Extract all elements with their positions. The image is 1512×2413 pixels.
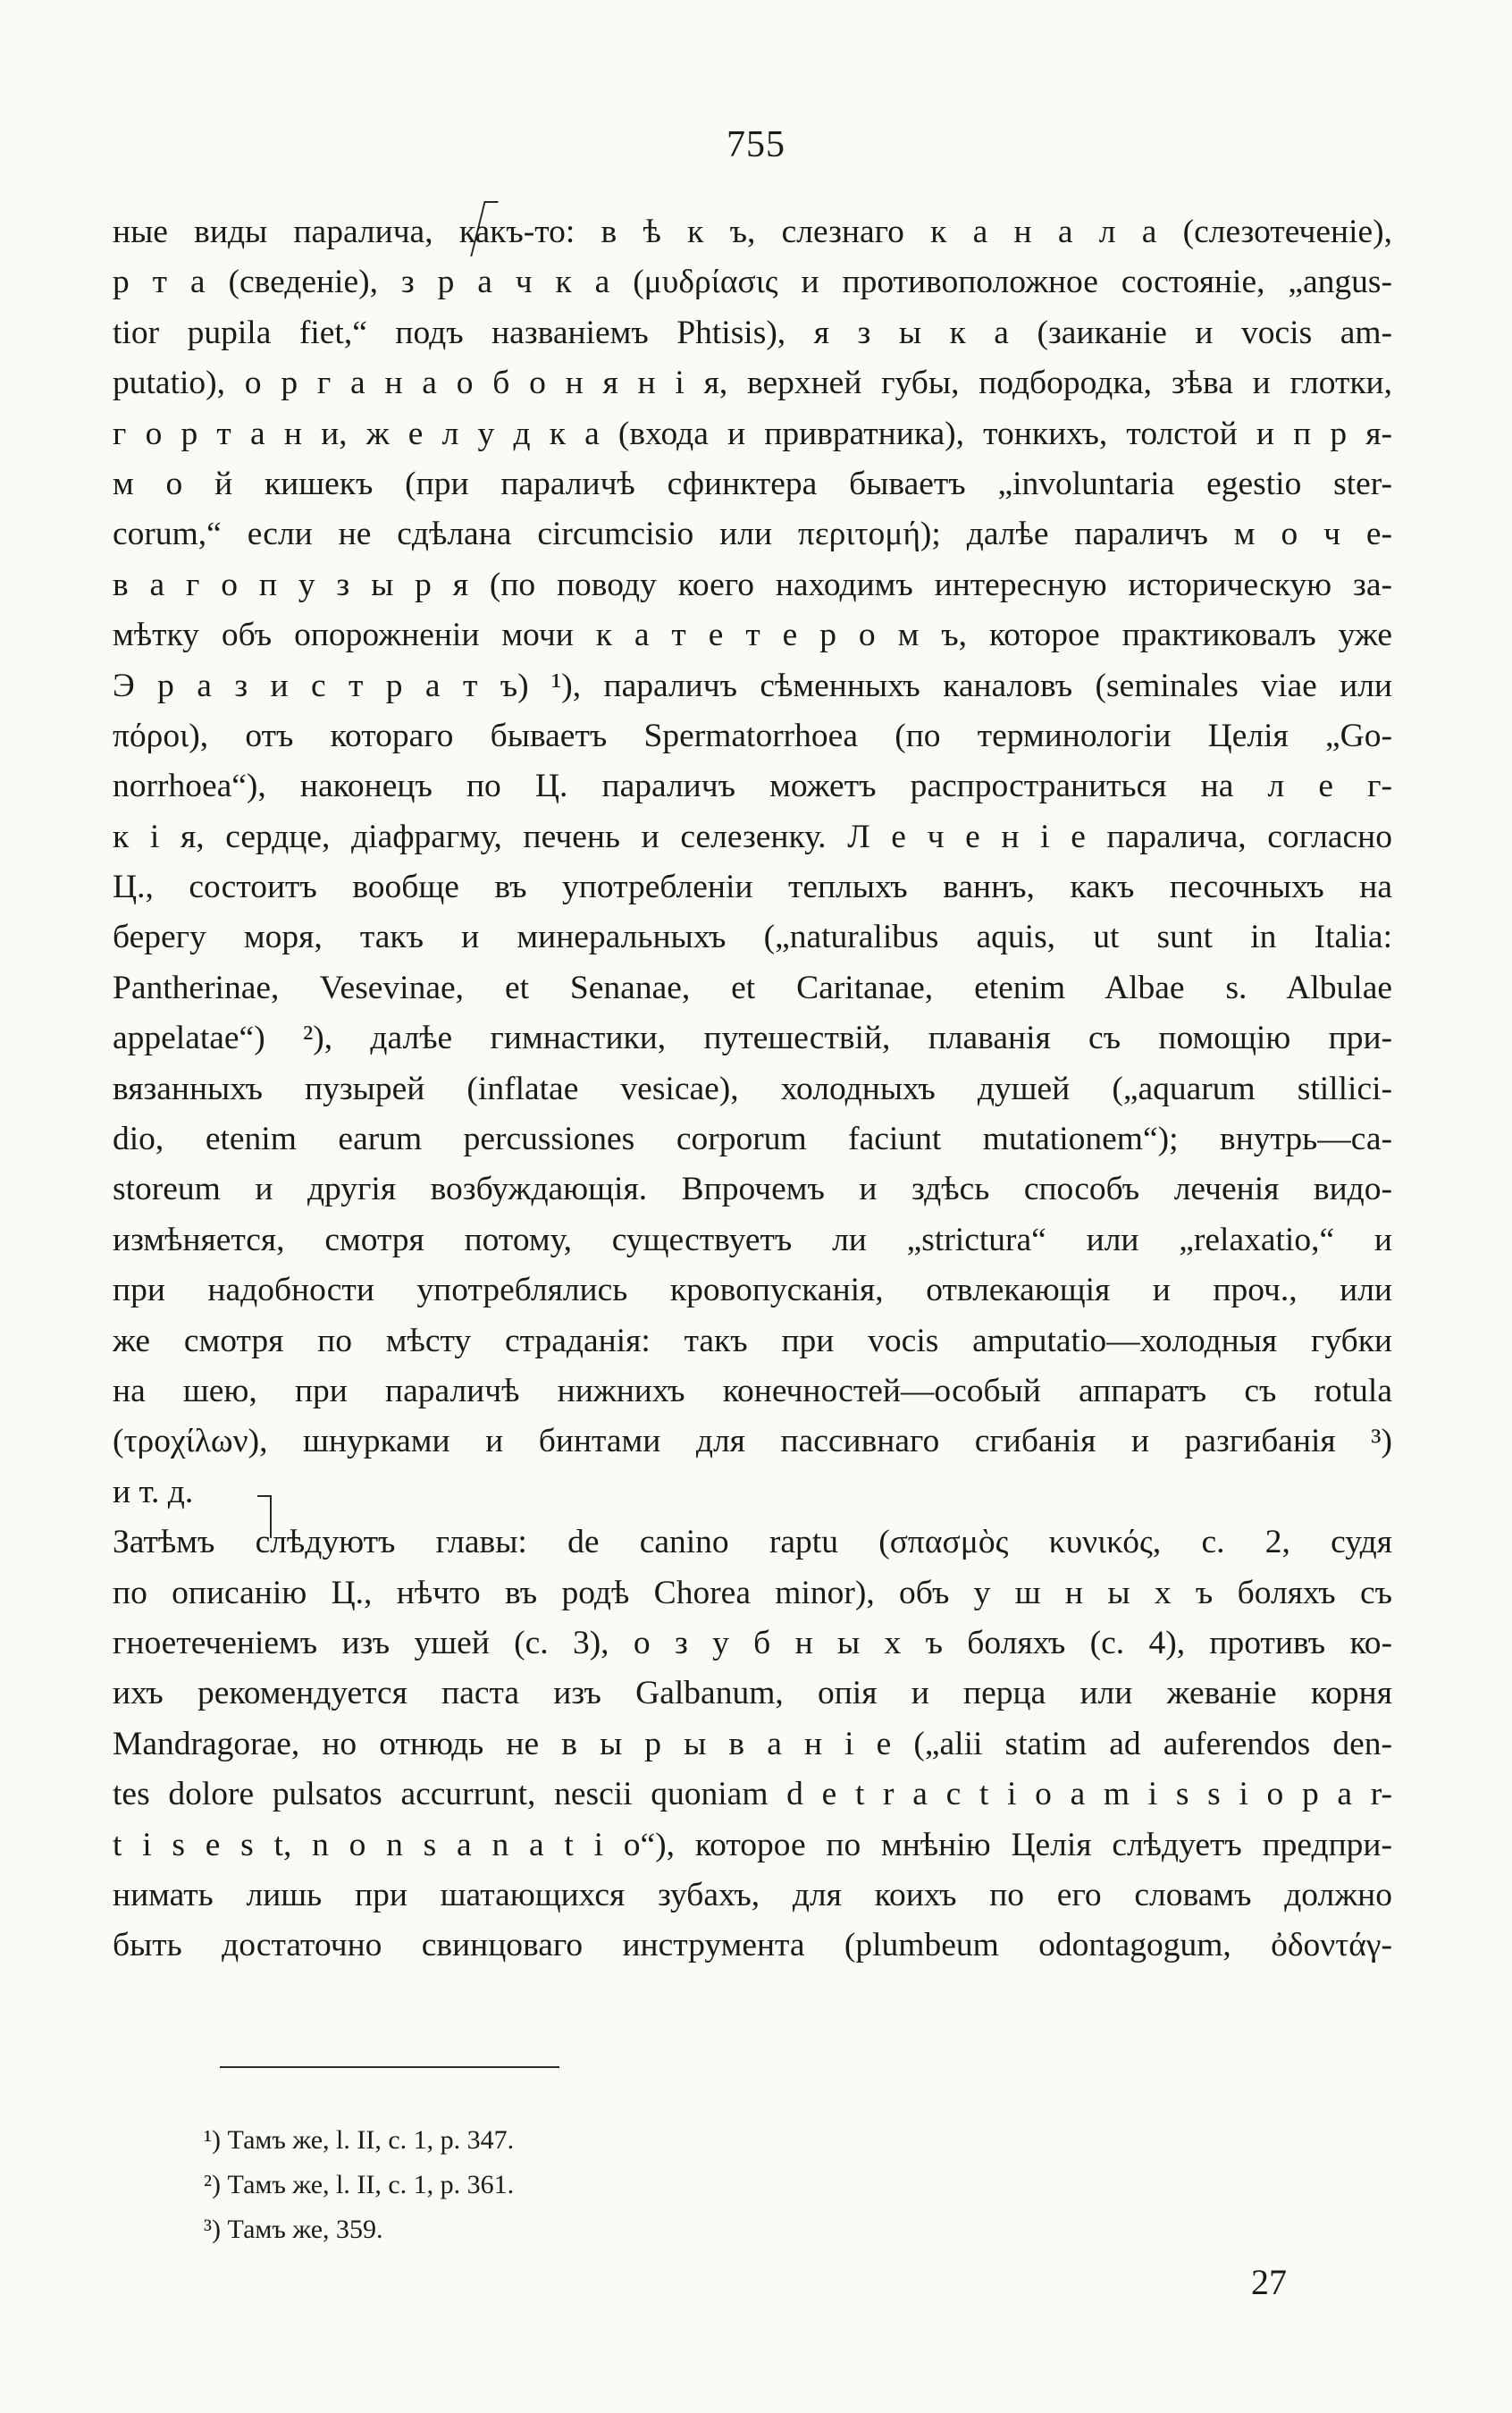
- text-line: г о р т а н и, ж е л у д к а (входа и привратника), тонкихъ, толстой и п р я-: [113, 415, 1392, 452]
- text-line: на шею, при параличѣ нижнихъ конечностей—особый аппаратъ съ rotula: [113, 1372, 1392, 1409]
- text-line: Pantherinae, Vesevinae, et Senanae, et Caritanae, etenim Albae s. Albulae: [113, 969, 1392, 1006]
- text-line: ихъ рекомендуется паста изъ Galbanum, опія и перца или жеваніе корня: [113, 1675, 1392, 1712]
- page-number-top: 755: [727, 124, 785, 165]
- text-line: Затѣмъ слѣдуютъ главы: de canino raptu (σπασμὸς κυνικός, с. 2, судя: [113, 1524, 1392, 1561]
- text-line: по описанію Ц., нѣчто въ родѣ Chorea minor), объ у ш н ы х ъ боляхъ съ: [113, 1574, 1392, 1611]
- footnote-1: ¹) Тамъ же, l. II, с. 1, р. 347.: [204, 2125, 515, 2155]
- text-line: м о й кишекъ (при параличѣ сфинктера бываетъ „involuntaria egestio ster-: [113, 465, 1392, 502]
- text-line: norrhoea“), наконецъ по Ц. параличъ можетъ распространиться на л е г-: [113, 768, 1392, 805]
- text-line: и т. д.: [113, 1473, 194, 1510]
- page-number-bottom: 27: [1251, 2262, 1287, 2302]
- text-line: в а г о п у з ы р я (по поводу коего находимъ интересную историческую за-: [113, 566, 1392, 603]
- text-line: tior pupila fiet,“ подъ названіемъ Phtisis), я з ы к а (заиканіе и vocis am-: [113, 314, 1392, 351]
- footnote-divider: [220, 2066, 559, 2068]
- text-line: же смотря по мѣсту страданія: такъ при vocis amputatio—холодныя губки: [113, 1322, 1392, 1359]
- text-line: быть достаточно свинцоваго инструмента (plumbeum odontagogum, ὀδοντάγ-: [113, 1927, 1392, 1964]
- text-line: (τροχίλων), шнурками и бинтами для пассивнаго сгибанія и разгибанія ³): [113, 1423, 1392, 1460]
- text-line: мѣтку объ опорожненіи мочи к а т е т е р о м ъ, которое практиковалъ уже: [113, 617, 1392, 654]
- text-line: вязанныхъ пузырей (inflatae vesicae), холодныхъ душей („aquarum stillici-: [113, 1070, 1392, 1107]
- text-line: Э р а з и с т р а т ъ) ¹), параличъ сѣменныхъ каналовъ (seminales viae или: [113, 667, 1392, 704]
- text-line: corum,“ если не сдѣлана circumcisio или περιτομή); далѣе параличъ м о ч е-: [113, 516, 1392, 553]
- text-line: Ц., состоитъ вообще въ употребленіи теплыхъ ваннъ, какъ песочныхъ на: [113, 869, 1392, 906]
- footnote-2: ²) Тамъ же, l. II, с. 1, р. 361.: [204, 2170, 515, 2199]
- text-line: р т а (сведеніе), з р а ч к а (μυδρίασις и противоположное состояніе, „angus-: [113, 264, 1392, 301]
- text-line: измѣняется, смотря потому, существуетъ ли „strictura“ или „relaxatio,“ и: [113, 1221, 1392, 1258]
- text-line: гноетеченіемъ изъ ушей (с. 3), о з у б н ы х ъ боляхъ (с. 4), противъ ко-: [113, 1624, 1392, 1661]
- text-line: к і я, сердце, діафрагму, печень и селезенку. Л е ч е н і е паралича, согласно: [113, 818, 1392, 855]
- text-line: putatio), о р г а н а о б о н я н і я, верхней губы, подбородка, зѣва и глотки,: [113, 365, 1392, 402]
- text-line: storeum и другія возбуждающія. Впрочемъ и здѣсь способъ леченія видо-: [113, 1171, 1392, 1208]
- text-line: appelatae“) ²), далѣе гимнастики, путешествій, плаванія съ помощію при-: [113, 1020, 1392, 1057]
- body-text: [113, 207, 1392, 1972]
- text-line: Mandragorae, но отнюдь не в ы р ы в а н і е („alii statim ad auferendos den-: [113, 1725, 1392, 1762]
- text-line: t i s e s t, n o n s a n a t i o“), которое по мнѣнію Целія слѣдуетъ предпри-: [113, 1826, 1392, 1863]
- text-line: dio, etenim earum percussiones corporum faciunt mutationem“); внутрь—са-: [113, 1121, 1392, 1158]
- text-line: ные виды паралича, какъ-то: в ѣ к ъ, слезнаго к а н а л а (слезотеченіе),: [113, 214, 1392, 250]
- text-line: πόροι), отъ котораго бываетъ Spermatorrhoea (по терминологіи Целія „Go-: [113, 717, 1392, 754]
- text-line: нимать лишь при шатающихся зубахъ, для коихъ по его словамъ должно: [113, 1876, 1392, 1913]
- footnote-3: ³) Тамъ же, 359.: [204, 2215, 383, 2244]
- text-line: берегу моря, такъ и минеральныхъ („naturalibus aquis, ut sunt in Italia:: [113, 919, 1392, 956]
- text-line: при надобности употреблялись кровопусканія, отвлекающія и проч., или: [113, 1272, 1392, 1309]
- footnotes: [204, 2118, 514, 2252]
- text-line: tes dolore pulsatos accurrunt, nescii quoniam d e t r a c t i o a m i s s i o p a r-: [113, 1776, 1392, 1813]
